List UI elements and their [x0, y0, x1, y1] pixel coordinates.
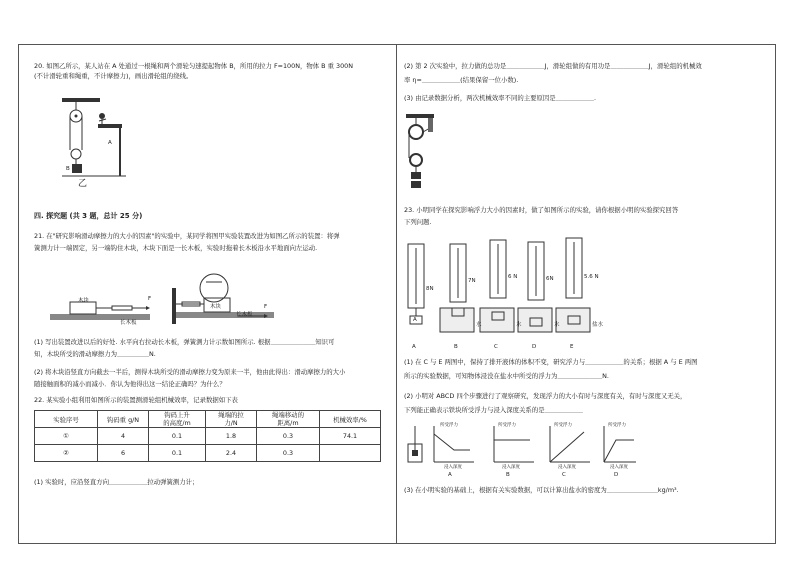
column-divider — [396, 44, 397, 544]
table-header-cell: 机械效率/% — [320, 411, 381, 428]
graph-c-xlabel: 浸入深度 — [558, 465, 576, 470]
scale-e — [556, 238, 590, 332]
q21-sub1a: (1) 写出装置改进以后的好处. 水平向右拉动长木板，弹簧测力计示数如图所示. 根据＿＿＿＿＿＿＿知识可 — [34, 338, 335, 346]
q23-line1: 23. 小明同学在探究影响浮力大小的因素时，做了如图所示的实验，请你根据小明的实验探究回答 — [404, 206, 679, 214]
table-header-cell: 绳端移动的 距离/m — [257, 411, 320, 428]
q20-label-a: A — [108, 140, 112, 146]
graph-b — [494, 426, 534, 462]
q23-reading-b: 7N — [468, 278, 476, 284]
table-header-cell: 绳端的拉 力/N — [206, 411, 257, 428]
table-cell: 6 — [98, 445, 149, 462]
q22-pulley-apparatus — [404, 114, 438, 196]
q22-sub2-line2: 率 η=＿＿＿＿＿＿(结果保留一位小数). — [404, 76, 519, 84]
q23-liquid-b: 水 — [476, 322, 482, 328]
q23-sub1a: (1) 在 C 与 E 两图中，保持了排开液体的体积不变，研究浮力与＿＿＿＿＿＿的关系；根据 A 与 E 两图 — [404, 358, 698, 366]
immersion-apparatus — [408, 426, 422, 462]
q23-caption-c: C — [494, 344, 498, 350]
q22-sub3: (3) 由记录数据分析，两次机械效率不同的主要原因是＿＿＿＿＿＿. — [404, 94, 597, 102]
q21-sub2b: 随接触面积的减小而减小．你认为他得出这一结论正确吗？为什么？ — [34, 380, 226, 388]
graph-b-caption: B — [506, 472, 510, 478]
q23-reading-d: 6N — [546, 276, 554, 282]
q21-board2: 长木板 — [236, 312, 253, 318]
table-cell: 0.3 — [257, 445, 320, 462]
q23-reading-e: 5.6 N — [584, 274, 599, 280]
q23-caption-d: D — [532, 344, 537, 350]
graph-c — [550, 426, 590, 462]
q20-line2: (不计滑轮重和绳重，不计摩擦力)，画出滑轮组的绕线。 — [34, 72, 193, 80]
table-cell: 74.1 — [320, 428, 381, 445]
q20-line1: 20. 如图乙所示，某人站在 A 处通过一根绳和两个滑轮匀速提起物体 B，所用的拉力 F=100N，物体 B 重 300N — [34, 62, 353, 70]
q23-liquid-c: 水 — [516, 322, 522, 328]
graph-d-xlabel: 浸入深度 — [610, 465, 628, 470]
q21-figure-a — [50, 294, 160, 328]
q23-sub1b: 所示的实验数据，可知物体浸没在盐水中所受的浮力为＿＿＿＿＿＿＿N. — [404, 372, 609, 380]
q21-figure-b — [168, 272, 278, 330]
table-header-cell: 钩码重 g/N — [98, 411, 149, 428]
q20-label-b: B — [66, 166, 70, 172]
q23-sub2b: 下列能正确表示铁块所受浮力与浸入深度关系的是＿＿＿＿＿＿ — [404, 406, 583, 414]
q21-block2: 木块 — [210, 304, 222, 310]
table-cell: 0.3 — [257, 428, 320, 445]
q23-sub3: (3) 在小明实验的基础上，根据有关实验数据，可以计算出盐水的密度为＿＿＿＿＿＿＿＿kg/m³. — [404, 486, 679, 494]
q23-line2: 下列问题. — [404, 218, 432, 226]
table-header-cell: 实验序号 — [35, 411, 98, 428]
graph-d-caption: D — [614, 472, 619, 478]
scale-d — [518, 242, 552, 332]
q21-block1: 木块 — [78, 298, 90, 304]
scale-b — [440, 244, 474, 332]
graph-d-ylabel: 所受浮力 — [608, 423, 626, 428]
q22-data-table — [34, 410, 381, 462]
q23-caption-a: A — [412, 344, 416, 350]
table-cell: 1.8 — [206, 428, 257, 445]
q22-sub2-line1: (2) 第 2 次实验中，拉力做的总功是＿＿＿＿＿＿J，滑轮组做的有用功是＿＿＿＿＿＿J，滑轮组的机械效 — [404, 62, 702, 70]
graph-c-ylabel: 所受浮力 — [554, 423, 572, 428]
table-header-row — [35, 411, 381, 428]
q21-line1: 21. 在"研究影响滑动摩擦力的大小的因素"的实验中，某同学将图甲实验装置改进为如图乙所示的装置：将弹 — [34, 232, 340, 240]
q20-pulley-figure — [62, 98, 132, 190]
q23-sub2a: (2) 小明对 ABCD 四个步骤进行了观察研究，发现浮力的大小有时与深度有关，有时与深度又无关， — [404, 392, 687, 400]
q22-title: 22. 某实验小组利用如图所示的装置测滑轮组机械效率，记录数据如下表 — [34, 396, 238, 404]
q22-sub1: (1) 实验时，应沿竖直方向＿＿＿＿＿＿拉动弹簧测力计； — [34, 478, 199, 486]
table-cell: ② — [35, 445, 98, 462]
table-cell: 0.1 — [149, 445, 206, 462]
q23-caption-b: B — [454, 344, 458, 350]
q23-spring-scales — [400, 234, 600, 336]
graph-c-caption: C — [562, 472, 566, 478]
table-cell — [320, 445, 381, 462]
q23-caption-e: E — [570, 344, 574, 350]
graph-a-ylabel: 所受浮力 — [440, 423, 458, 428]
table-cell: 0.1 — [149, 428, 206, 445]
scale-c — [480, 240, 514, 332]
q23-object-label: A — [413, 317, 417, 323]
scale-a — [408, 244, 424, 324]
table-row — [35, 445, 381, 462]
q23-liquid-d: 水 — [554, 322, 560, 328]
graph-d — [604, 426, 636, 462]
q23-reading-c: 6 N — [508, 274, 518, 280]
graph-a — [434, 426, 474, 462]
q23-reading-a: 8N — [426, 286, 434, 292]
table-cell: 4 — [98, 428, 149, 445]
q21-sub2a: (2) 将木块沿竖直方向截去一半后，测得木块所受的滑动摩擦力变为原来一半，他由此得出：滑动摩擦力的大小 — [34, 368, 346, 376]
table-header-cell: 钩码上升 的高度/m — [149, 411, 206, 428]
graph-b-ylabel: 所受浮力 — [498, 423, 516, 428]
q21-sub1b: 知，木块所受的滑动摩擦力为＿＿＿＿＿N. — [34, 350, 156, 358]
section-title: 四. 探究题 (共 3 题，总计 25 分) — [34, 212, 143, 220]
graph-b-xlabel: 浸入深度 — [502, 465, 520, 470]
q21-f1: F — [148, 296, 152, 302]
graph-a-xlabel: 浸入深度 — [444, 465, 462, 470]
q21-f2: F — [264, 304, 268, 310]
q23-liquid-e: 盐水 — [592, 322, 604, 328]
q21-line2: 簧测力计一端固定，另一端钩住木块，木块下面是一长木板，实验时拖着长木板沿水平地面向左运动. — [34, 244, 318, 252]
q21-board1: 长木板 — [120, 320, 137, 326]
q20-caption: 乙 — [78, 179, 88, 189]
table-row — [35, 428, 381, 445]
graph-a-caption: A — [448, 472, 452, 478]
table-cell: 2.4 — [206, 445, 257, 462]
table-cell: ① — [35, 428, 98, 445]
